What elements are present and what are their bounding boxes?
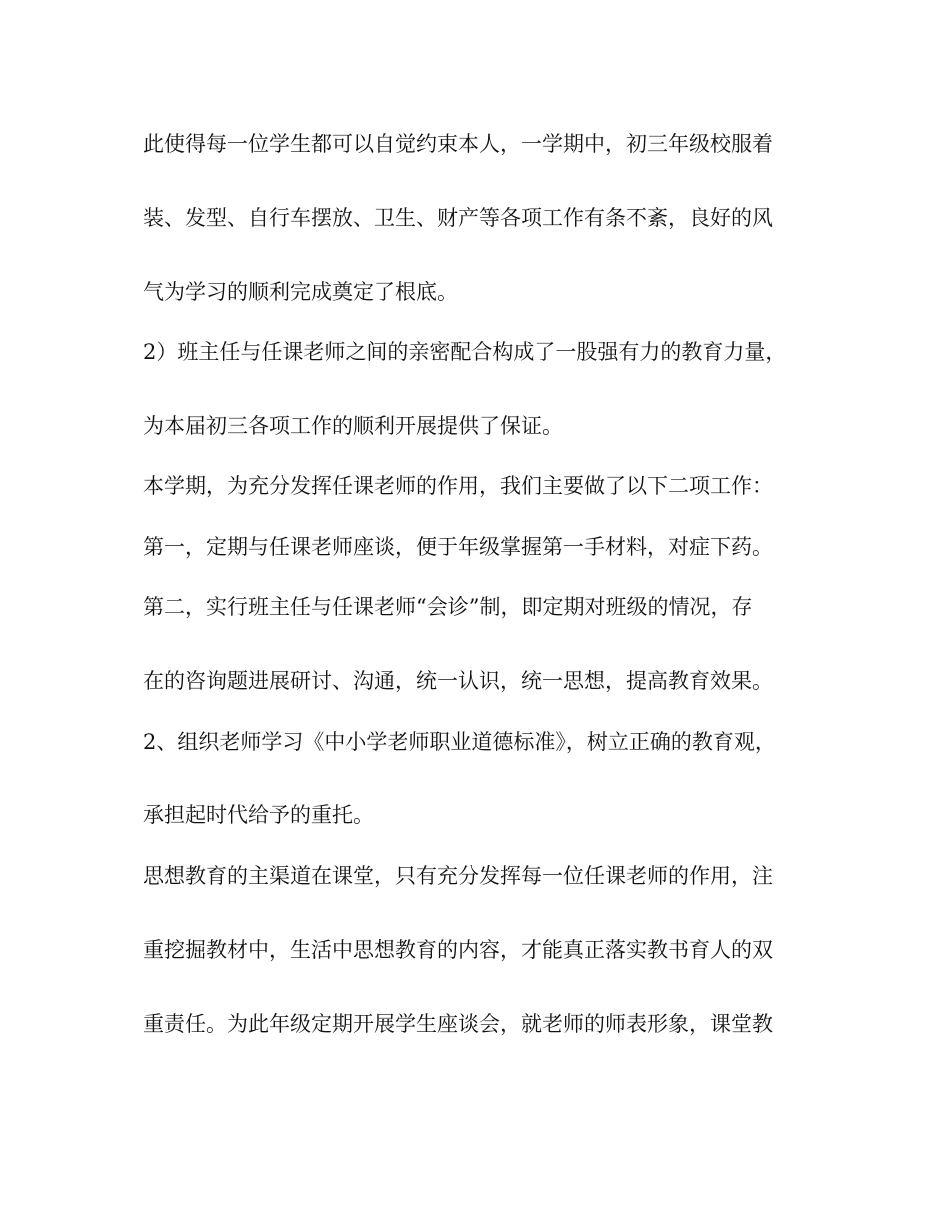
text-line: 2、组织老师学习《中小学老师职业道德标准》，树立正确的教育观， xyxy=(143,730,776,754)
text-line: 重挖掘教材中，生活中思想教育的内容，才能真正落实教书育人的双 xyxy=(143,938,773,962)
text-line: 此使得每一位学生都可以自觉约束本人，一学期中，初三年级校服着 xyxy=(143,132,773,156)
text-line: 为本届初三各项工作的顺利开展提供了保证。 xyxy=(143,414,563,438)
text-line: 在的咨询题进展研讨、沟通，统一认识，统一思想，提高教育效果。 xyxy=(143,669,773,693)
text-line: 第二，实行班主任与任课老师“会诊”制，即定期对班级的情况，存 xyxy=(143,595,753,619)
text-line: 承担起时代给予的重托。 xyxy=(143,803,374,827)
text-line: 重责任。为此年级定期开展学生座谈会，就老师的师表形象，课堂教 xyxy=(143,1012,773,1036)
text-line: 思想教育的主渠道在课堂，只有充分发挥每一位任课老师的作用，注 xyxy=(143,864,773,888)
text-line: 本学期，为充分发挥任课老师的作用，我们主要做了以下二项工作： xyxy=(143,474,773,498)
text-line: 第一，定期与任课老师座谈，便于年级掌握第一手材料，对症下药。 xyxy=(143,535,773,559)
text-line: 气为学习的顺利完成奠定了根底。 xyxy=(143,280,458,304)
text-line: 2）班主任与任课老师之间的亲密配合构成了一股强有力的教育力量， xyxy=(143,340,787,364)
text-line: 装、发型、自行车摆放、卫生、财产等各项工作有条不紊，良好的风 xyxy=(143,206,773,230)
